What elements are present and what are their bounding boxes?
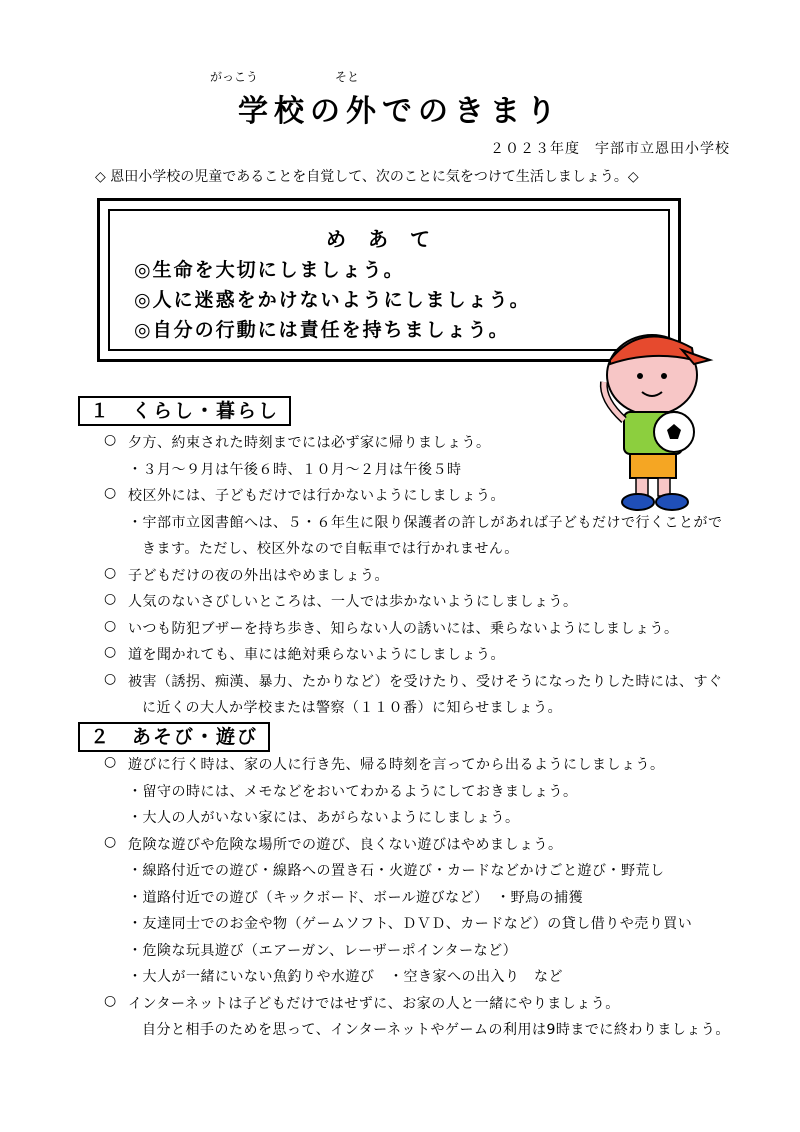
list-item: ・留守の時には、メモなどをおいてわかるようにしておきましょう。 — [128, 783, 578, 800]
title-ruby-2: そと — [335, 70, 360, 84]
section-2-heading: ２ あそび・遊び — [78, 722, 270, 752]
list-item: 夕方、約束された時刻までには必ず家に帰りましょう。 — [128, 435, 491, 451]
list-bullet: ○ — [104, 485, 117, 501]
list-bullet: ○ — [104, 617, 117, 634]
list-item: インターネットは子どもだけではせずに、お家の人と一緒にやりましょう。 — [128, 995, 620, 1012]
list-item: 校区外には、子どもだけでは行かないようにしましょう。 — [128, 488, 505, 504]
list-bullet: ○ — [104, 833, 117, 850]
list-bullet: ○ — [104, 644, 117, 660]
goals-title: めあて — [326, 227, 452, 251]
list-item: ・３月～９月は午後６時、１０月～２月は午後５時 — [128, 461, 462, 478]
list-bullet: ○ — [104, 591, 117, 607]
list-item: ・線路付近での遊び・線路への置き石・火遊び・カードなどかけごと遊び・野荒し — [128, 863, 665, 879]
list-item: 自分と相手のためを思って、インターネットやゲームの利用は9時までに終わりましょう。 — [142, 1022, 730, 1038]
list-item: ・友達同士でのお金や物（ゲームソフト、ＤＶＤ、カードなど）の貸し借りや売り買い — [128, 916, 693, 932]
list-item: 子どもだけの夜の外出はやめましょう。 — [128, 567, 389, 584]
list-bullet: ○ — [104, 754, 117, 770]
list-item: いつも防犯ブザーを持ち歩き、知らない人の誘いには、乗らないようにしましょう。 — [128, 620, 679, 637]
list-bullet: ○ — [104, 670, 117, 687]
list-item: 危険な遊びや危険な場所での遊び、良くない遊びはやめましょう。 — [128, 836, 563, 853]
boy-with-cap-and-ball-icon — [582, 320, 722, 515]
section-1-heading: １ くらし・暮らし — [78, 396, 291, 426]
school-dateline: ２０２３年度 宇部市立恩田小学校 — [490, 141, 730, 157]
list-item: 道を聞かれても、車には絶対乗らないようにしましょう。 — [128, 647, 505, 663]
title-ruby-1: がっこう — [210, 70, 259, 84]
list-item: ・道路付近での遊び（キックボード、ボール遊びなど） ・野鳥の捕獲 — [128, 889, 584, 906]
list-item: ・宇部市立図書館へは、５・６年生に限り保護者の許しがあれば子どもだけで行くことがで — [128, 514, 723, 531]
list-item: 遊びに行く時は、家の人に行き先、帰る時刻を言ってから出るようにしましょう。 — [128, 757, 665, 773]
goal-2: ◎人に迷惑をかけないようにしましょう。 — [134, 289, 531, 311]
list-item: ・大人が一緒にいない魚釣りや水遊び ・空き家への出入り など — [128, 969, 563, 985]
list-item: 人気のないさびしいところは、一人では歩かないようにしましょう。 — [128, 594, 578, 610]
list-item: ・危険な玩具遊び（エアーガン、レーザーポインターなど） — [128, 942, 518, 959]
list-item: ・大人の人がいない家には、あがらないようにしましょう。 — [128, 810, 520, 826]
list-item: に近くの大人か学校または警察（１１０番）に知らせましょう。 — [142, 700, 563, 716]
list-bullet: ○ — [104, 432, 117, 448]
list-bullet: ○ — [104, 992, 117, 1009]
list-item: 被害（誘拐、痴漢、暴力、たかりなど）を受けたり、受けそうになったりした時には、すぐ — [128, 673, 723, 690]
goal-1: ◎生命を大切にしましょう。 — [134, 259, 405, 281]
page-title: 学校の外でのきまり — [238, 94, 562, 129]
list-item: きます。ただし、校区外なので自転車では行かれません。 — [142, 541, 519, 557]
goal-3: ◎自分の行動には責任を持ちましょう。 — [134, 319, 510, 341]
list-bullet: ○ — [104, 564, 117, 581]
intro-text: ◇ 恩田小学校の児童であることを自覚して、次のことに気をつけて生活しましょう。◇ — [95, 169, 639, 185]
